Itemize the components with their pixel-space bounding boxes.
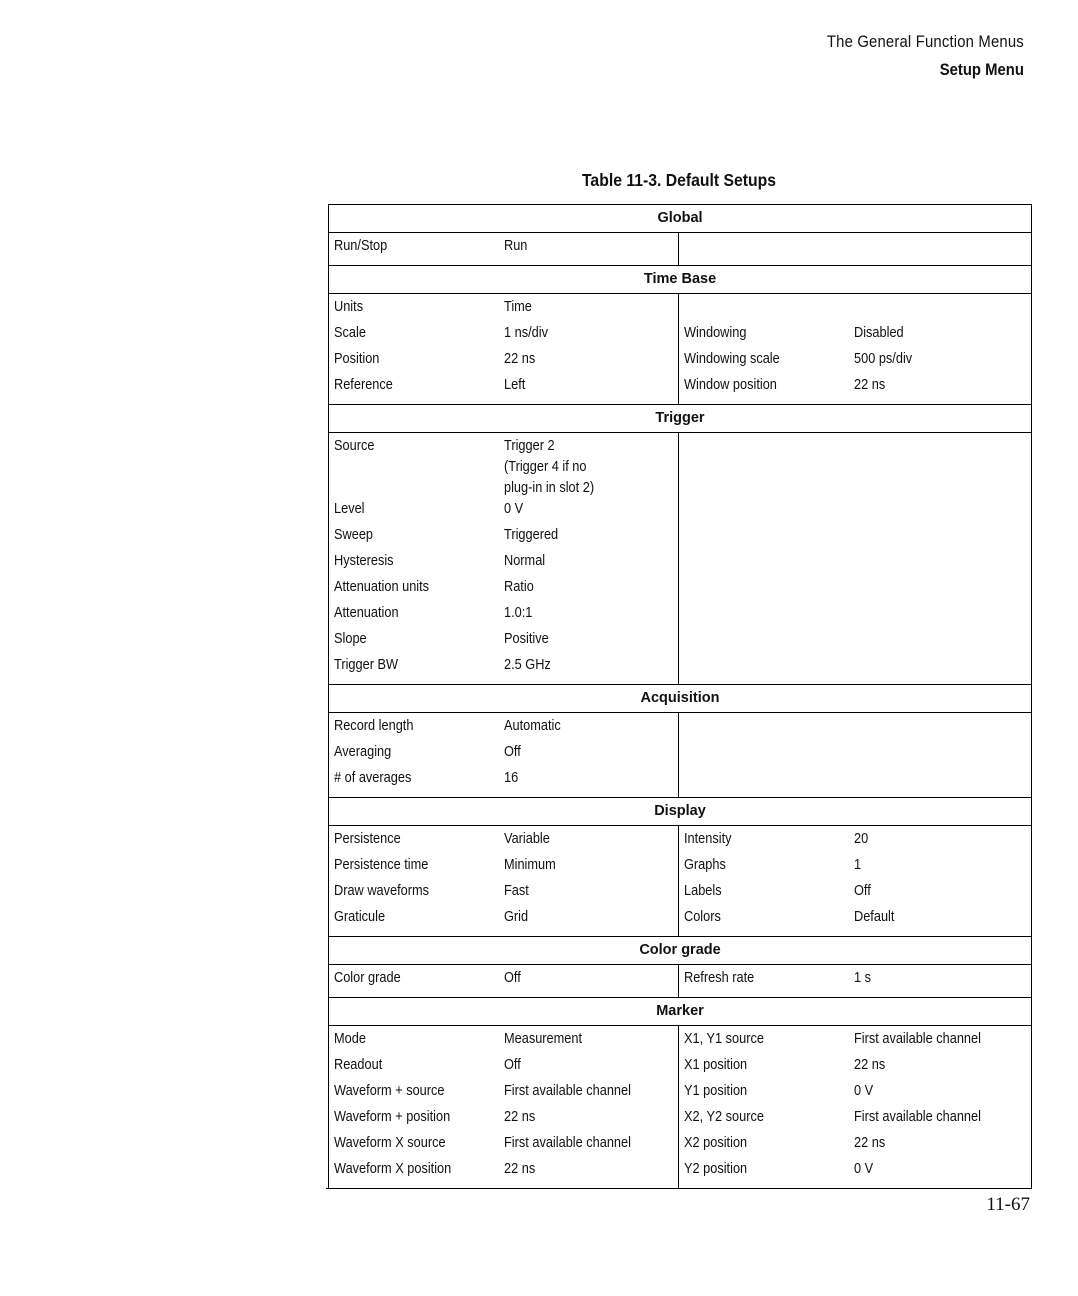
table-row [329, 297, 678, 323]
setting-name-text: Persistence [334, 831, 401, 847]
setting-value [854, 1107, 1029, 1128]
setting-value [504, 499, 678, 520]
table-row [329, 968, 678, 994]
table-row [329, 551, 678, 577]
left-column [329, 1026, 679, 1188]
setting-name [679, 1029, 854, 1050]
setting-name-text: Colors [684, 909, 721, 925]
table-row [679, 1133, 1029, 1159]
setting-value [504, 1055, 678, 1076]
setting-name-text: Readout [334, 1057, 383, 1073]
setting-name-text: Windowing scale [684, 351, 780, 367]
setting-value [504, 577, 678, 598]
setting-name-text: Draw waveforms [334, 883, 430, 899]
setting-value-text: 0 V [854, 1161, 874, 1177]
setting-value-text: 0 V [854, 1083, 874, 1099]
table-row [329, 1159, 678, 1185]
table-row [329, 323, 678, 349]
setting-name [679, 1107, 854, 1128]
setting-name-text: Waveform + source [334, 1083, 445, 1099]
setting-value-text: Normal [504, 553, 546, 569]
setting-value-text: 20 [854, 831, 869, 847]
setting-name-text: Units [334, 299, 364, 315]
setting-name [329, 629, 504, 650]
setting-name [329, 768, 504, 789]
setting-name-text: Slope [334, 631, 367, 647]
setting-value-text: 1 [854, 857, 862, 873]
table-row [329, 881, 678, 907]
page-header [805, 32, 1024, 80]
section-body-time-base [329, 294, 1031, 405]
setting-name-text: Mode [334, 1031, 366, 1047]
setting-name [329, 1055, 504, 1076]
setting-value-text: Trigger 2 [504, 438, 555, 454]
setting-name [329, 1133, 504, 1154]
table-row [329, 907, 678, 933]
setting-value-text: 22 ns [854, 1135, 886, 1151]
section-header-time-base: Time Base [329, 266, 1031, 294]
setting-name-text: Graphs [684, 857, 726, 873]
table-row [329, 603, 678, 629]
setting-name [679, 968, 854, 989]
table-row [679, 323, 1029, 349]
setting-name-text: Labels [684, 883, 722, 899]
table-row [329, 768, 678, 794]
setting-value-text: First available channel [854, 1031, 981, 1047]
setting-name [329, 1081, 504, 1102]
setting-value [504, 768, 678, 789]
table-row [329, 349, 678, 375]
setting-name [329, 1107, 504, 1128]
setting-value [854, 323, 1029, 344]
setting-name-text: Waveform + position [334, 1109, 451, 1125]
setting-value-text: 1.0:1 [504, 605, 533, 621]
setting-name-text: Y1 position [684, 1083, 748, 1099]
setting-name [679, 297, 854, 318]
setting-value-text: First available channel [504, 1083, 631, 1099]
setting-value [504, 551, 678, 572]
table-row [679, 1159, 1029, 1185]
table-row [329, 742, 678, 768]
setting-name [329, 436, 504, 457]
right-column [679, 233, 1029, 265]
table-row [679, 968, 1029, 994]
setting-value-text: Fast [504, 883, 529, 899]
section-header-marker: Marker [329, 998, 1031, 1026]
setting-value-text: Off [504, 970, 521, 986]
right-column [679, 1026, 1029, 1188]
setting-name-text: Record length [334, 718, 414, 734]
section-header-global: Global [329, 205, 1031, 233]
setting-name [679, 1081, 854, 1102]
setting-value-text: 22 ns [504, 1109, 536, 1125]
setting-name [679, 323, 854, 344]
setting-value-text: 22 ns [504, 351, 536, 367]
setting-value [504, 603, 678, 624]
setting-value [504, 716, 678, 737]
setting-name-text: X1 position [684, 1057, 748, 1073]
setting-value [504, 855, 678, 876]
setting-name [329, 551, 504, 572]
setting-name-text: Attenuation [334, 605, 399, 621]
setting-value-text: 500 ps/div [854, 351, 913, 367]
setting-value-text: (Trigger 4 if no [504, 459, 587, 475]
setting-name [329, 349, 504, 370]
setting-value [854, 881, 1029, 902]
setting-value [504, 629, 678, 650]
section-body-marker [329, 1026, 1031, 1189]
setting-name [329, 375, 504, 396]
setting-name-text: X2 position [684, 1135, 748, 1151]
setting-value-text: Left [504, 377, 526, 393]
right-column [679, 433, 1029, 684]
setting-name-text: X1, Y1 source [684, 1031, 764, 1047]
setting-value-text: Automatic [504, 718, 561, 734]
setting-name-text: Attenuation units [334, 579, 430, 595]
setting-value-text: Run [504, 238, 528, 254]
setting-value [854, 375, 1029, 396]
right-column [679, 294, 1029, 404]
setting-value-text: 0 V [504, 501, 524, 517]
setting-value-text: 16 [504, 770, 519, 786]
section-body-global [329, 233, 1031, 266]
setting-name [329, 829, 504, 850]
setting-value [504, 1133, 678, 1154]
table-row [679, 375, 1029, 401]
setting-name-text: Refresh rate [684, 970, 755, 986]
setting-name-text: Level [334, 501, 365, 517]
setting-name [329, 968, 504, 989]
table-row [329, 829, 678, 855]
section-body-display [329, 826, 1031, 937]
setting-name-text: Reference [334, 377, 393, 393]
setting-value-text: 22 ns [854, 1057, 886, 1073]
setting-name [679, 1133, 854, 1154]
setting-name-text: Y2 position [684, 1161, 748, 1177]
setting-value [504, 1081, 678, 1102]
table-row [329, 525, 678, 551]
section-header-color-grade: Color grade [329, 937, 1031, 965]
setting-name-text: X2, Y2 source [684, 1109, 764, 1125]
setting-value [504, 742, 678, 763]
setting-value-text: Ratio [504, 579, 534, 595]
setting-value [854, 907, 1029, 928]
right-column [679, 713, 1029, 797]
setting-name-text: Windowing [684, 325, 747, 341]
setting-value [504, 829, 678, 850]
table-row [679, 349, 1029, 375]
left-column [329, 826, 679, 936]
setting-name [679, 829, 854, 850]
table-row [329, 655, 678, 681]
setting-name-text: Scale [334, 325, 366, 341]
default-setups-table [328, 204, 1032, 1189]
setting-name [329, 881, 504, 902]
setting-name-text: Window position [684, 377, 777, 393]
chapter-title: The General Function Menus [826, 33, 1024, 51]
setting-name [329, 297, 504, 318]
setting-name [679, 907, 854, 928]
setting-value [854, 1159, 1029, 1180]
setting-value-text: Off [504, 744, 521, 760]
setting-name-text: Color grade [334, 970, 401, 986]
table-row [679, 297, 1029, 323]
setting-value-text: Default [854, 909, 895, 925]
table-row [679, 1081, 1029, 1107]
setting-value [854, 968, 1029, 989]
setting-value-text: Grid [504, 909, 529, 925]
setting-value-text: 22 ns [504, 1161, 536, 1177]
setting-value [504, 323, 678, 344]
setting-value-text: Measurement [504, 1031, 583, 1047]
footer-rule [326, 1188, 1031, 1189]
table-row [679, 829, 1029, 855]
table-row [329, 236, 678, 262]
setting-name-text: Persistence time [334, 857, 429, 873]
setting-name [329, 236, 504, 257]
setting-name-text: Averaging [334, 744, 392, 760]
setting-name [329, 499, 504, 520]
setting-value [504, 1107, 678, 1128]
left-column [329, 965, 679, 997]
setting-value [504, 655, 678, 676]
table-row [329, 855, 678, 881]
setting-value [854, 1055, 1029, 1076]
setting-name [329, 525, 504, 546]
setting-value [504, 236, 678, 257]
setting-value-text: Triggered [504, 527, 559, 543]
setting-value [504, 297, 678, 318]
setting-value [504, 1029, 678, 1050]
setting-name [679, 1055, 854, 1076]
setting-name [329, 577, 504, 598]
table-row [329, 577, 678, 603]
setting-name-text: Graticule [334, 909, 386, 925]
setting-value [854, 297, 1029, 318]
right-column [679, 826, 1029, 936]
setting-value-text: 1 ns/div [504, 325, 548, 341]
setting-name [679, 881, 854, 902]
table-row [329, 499, 678, 525]
setting-value-text: Positive [504, 631, 549, 647]
table-row [679, 1029, 1029, 1055]
section-title: Setup Menu [939, 61, 1024, 79]
setting-value [504, 375, 678, 396]
table-row [679, 855, 1029, 881]
left-column [329, 233, 679, 265]
setting-name-text: Position [334, 351, 380, 367]
left-column [329, 433, 679, 684]
setting-value-text: First available channel [854, 1109, 981, 1125]
setting-value-text: Minimum [504, 857, 556, 873]
left-column [329, 713, 679, 797]
table-row [329, 1029, 678, 1055]
section-header-acquisition: Acquisition [329, 685, 1031, 713]
setting-value-text: Off [504, 1057, 521, 1073]
setting-value-text: Disabled [854, 325, 904, 341]
table-row [679, 881, 1029, 907]
setting-name [329, 742, 504, 763]
setting-value-text: Time [504, 299, 532, 315]
setting-name-text: Intensity [684, 831, 732, 847]
section-body-acquisition [329, 713, 1031, 798]
table-row [329, 436, 678, 499]
table-row [679, 1107, 1029, 1133]
setting-name [329, 603, 504, 624]
section-header-display: Display [329, 798, 1031, 826]
setting-name-text: # of averages [334, 770, 412, 786]
setting-value [854, 1029, 1029, 1050]
setting-value-text: 1 s [854, 970, 872, 986]
table-row [679, 1055, 1029, 1081]
setting-name-text: Source [334, 438, 375, 454]
table-row [329, 1133, 678, 1159]
setting-name [679, 855, 854, 876]
right-column [679, 965, 1029, 997]
table-row [329, 1081, 678, 1107]
setting-name-text: Run/Stop [334, 238, 388, 254]
setting-value-text: 22 ns [854, 377, 886, 393]
setting-name [329, 655, 504, 676]
setting-value-text: Off [854, 883, 871, 899]
setting-value [504, 349, 678, 370]
setting-name-text: Waveform X source [334, 1135, 446, 1151]
setting-name [329, 1029, 504, 1050]
setting-name [679, 1159, 854, 1180]
setting-value [854, 1133, 1029, 1154]
setting-name [329, 716, 504, 737]
table-row [329, 629, 678, 655]
setting-name [679, 349, 854, 370]
setting-value [854, 855, 1029, 876]
table-row [329, 1055, 678, 1081]
setting-value-text: First available channel [504, 1135, 631, 1151]
setting-value [504, 968, 678, 989]
page-number: 11-67 [986, 1194, 1030, 1215]
setting-value [854, 829, 1029, 850]
section-body-trigger [329, 433, 1031, 685]
table-row [329, 1107, 678, 1133]
setting-value-text: Variable [504, 831, 550, 847]
left-column [329, 294, 679, 404]
setting-value [854, 349, 1029, 370]
setting-name-text: Trigger BW [334, 657, 399, 673]
setting-value-text: plug-in in slot 2) [504, 480, 595, 496]
table-row [679, 907, 1029, 933]
setting-name [329, 1159, 504, 1180]
table-title: Table 11-3. Default Setups [581, 170, 777, 190]
setting-value [504, 907, 678, 928]
setting-value [854, 1081, 1029, 1102]
table-row [329, 375, 678, 401]
setting-name-text: Waveform X position [334, 1161, 452, 1177]
setting-name [329, 907, 504, 928]
setting-value-text: 2.5 GHz [504, 657, 551, 673]
section-header-trigger: Trigger [329, 405, 1031, 433]
section-body-color-grade [329, 965, 1031, 998]
setting-name [679, 375, 854, 396]
setting-name-text: Sweep [334, 527, 374, 543]
setting-name-text: Hysteresis [334, 553, 394, 569]
setting-value [504, 525, 678, 546]
setting-name [329, 323, 504, 344]
setting-value [504, 436, 678, 499]
setting-value [504, 1159, 678, 1180]
setting-name [329, 855, 504, 876]
setting-value [504, 881, 678, 902]
table-row [329, 716, 678, 742]
